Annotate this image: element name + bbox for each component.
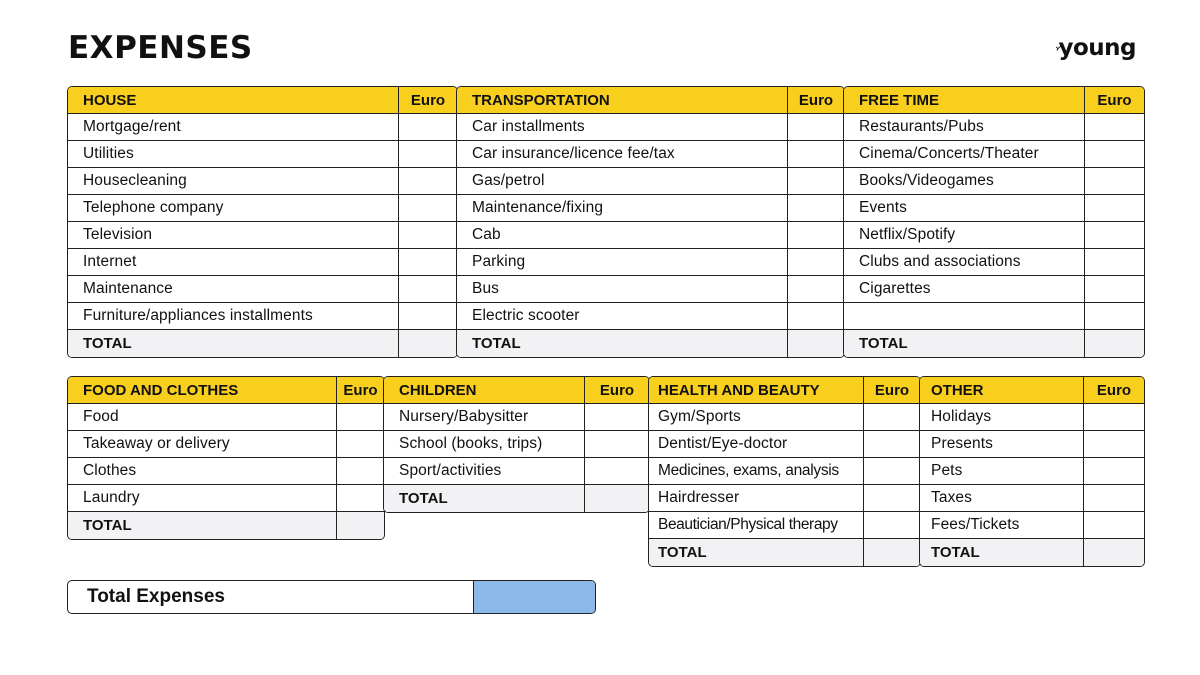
expense-label: Clubs and associations [844, 249, 1085, 276]
table-row [457, 114, 844, 141]
table-row [844, 168, 1144, 195]
transportation-header: TRANSPORTATION [457, 87, 788, 114]
total-label: TOTAL [844, 330, 1085, 357]
table-row [68, 276, 457, 303]
amount-cell[interactable] [399, 195, 457, 222]
amount-cell[interactable] [399, 303, 457, 330]
table-row [649, 431, 920, 458]
expense-label: Books/Videogames [844, 168, 1085, 195]
amount-cell[interactable] [337, 458, 384, 485]
table-row [844, 195, 1144, 222]
expense-label: Holidays [920, 404, 1084, 431]
expense-label: Internet [68, 249, 399, 276]
amount-cell[interactable] [585, 404, 649, 431]
total-row [68, 512, 384, 539]
amount-cell[interactable] [337, 431, 384, 458]
total-label: TOTAL [649, 539, 864, 566]
expense-label: Gym/Sports [649, 404, 864, 431]
total-label: TOTAL [384, 485, 585, 512]
amount-cell[interactable] [788, 114, 844, 141]
expense-label: Medicines, exams, analysis [649, 458, 864, 485]
table-row [68, 168, 457, 195]
total-amount-cell[interactable] [1084, 539, 1144, 566]
total-amount-cell[interactable] [788, 330, 844, 357]
expense-label: Food [68, 404, 337, 431]
amount-cell[interactable] [1084, 404, 1144, 431]
expense-label: Takeaway or delivery [68, 431, 337, 458]
table-row [384, 458, 649, 485]
expense-label: Laundry [68, 485, 337, 512]
total-label: TOTAL [457, 330, 788, 357]
amount-cell[interactable] [1085, 141, 1144, 168]
table-row [844, 276, 1144, 303]
expense-label: Fees/Tickets [920, 512, 1084, 539]
table-row [649, 485, 920, 512]
total-amount-cell[interactable] [864, 539, 920, 566]
amount-cell[interactable] [1085, 168, 1144, 195]
logo-text: young [1058, 34, 1136, 61]
expense-label: Electric scooter [457, 303, 788, 330]
other-header: OTHER [920, 377, 1084, 404]
table-row [457, 141, 844, 168]
expense-label: Nursery/Babysitter [384, 404, 585, 431]
table-row [844, 141, 1144, 168]
table-row [457, 276, 844, 303]
table-row [68, 431, 384, 458]
total-row [649, 539, 920, 566]
expense-label: Car insurance/licence fee/tax [457, 141, 788, 168]
health-beauty-header: HEALTH AND BEAUTY [649, 377, 864, 404]
table-row [920, 485, 1144, 512]
amount-cell[interactable] [864, 512, 920, 539]
expense-label: Events [844, 195, 1085, 222]
total-amount-cell[interactable] [337, 512, 384, 539]
free-time-euro-header: Euro [1085, 87, 1144, 114]
amount-cell[interactable] [399, 141, 457, 168]
amount-cell[interactable] [1085, 222, 1144, 249]
expense-label: Clothes [68, 458, 337, 485]
table-row [68, 222, 457, 249]
expense-label: Cinema/Concerts/Theater [844, 141, 1085, 168]
house-euro-header: Euro [399, 87, 457, 114]
amount-cell[interactable] [788, 195, 844, 222]
table-row [457, 168, 844, 195]
expense-label: Maintenance/fixing [457, 195, 788, 222]
transportation-euro-header: Euro [788, 87, 844, 114]
expense-label: Hairdresser [649, 485, 864, 512]
expense-label: Maintenance [68, 276, 399, 303]
food-clothes-euro-header: Euro [337, 377, 384, 404]
expense-label: School (books, trips) [384, 431, 585, 458]
amount-cell[interactable] [1085, 276, 1144, 303]
table-row [920, 404, 1144, 431]
brand-logo [1056, 32, 1136, 64]
table-row [68, 195, 457, 222]
amount-cell[interactable] [1085, 195, 1144, 222]
food-clothes-table [67, 376, 385, 540]
table-row [457, 195, 844, 222]
expense-label: Gas/petrol [457, 168, 788, 195]
amount-cell[interactable] [1085, 114, 1144, 141]
expense-label: Cab [457, 222, 788, 249]
amount-cell[interactable] [864, 404, 920, 431]
house-table [67, 86, 458, 358]
table-row [844, 114, 1144, 141]
total-expenses-value[interactable] [474, 581, 595, 613]
expense-label: Sport/activities [384, 458, 585, 485]
table-row [844, 303, 1144, 330]
amount-cell[interactable] [788, 222, 844, 249]
total-label: TOTAL [68, 330, 399, 357]
table-row [68, 114, 457, 141]
amount-cell[interactable] [864, 485, 920, 512]
table-row [68, 404, 384, 431]
expense-label: Furniture/appliances installments [68, 303, 399, 330]
expense-label: Telephone company [68, 195, 399, 222]
expense-label[interactable] [844, 303, 1085, 330]
table-row [68, 485, 384, 512]
other-table [919, 376, 1145, 567]
total-amount-cell[interactable] [1085, 330, 1144, 357]
health-beauty-table [648, 376, 921, 567]
table-row [68, 458, 384, 485]
table-row [68, 249, 457, 276]
table-row [457, 222, 844, 249]
free-time-table [843, 86, 1145, 358]
free-time-header: FREE TIME [844, 87, 1085, 114]
children-header: CHILDREN [384, 377, 585, 404]
expense-label: Presents [920, 431, 1084, 458]
expense-label: Television [68, 222, 399, 249]
total-row [844, 330, 1144, 357]
expense-label: Netflix/Spotify [844, 222, 1085, 249]
table-row [844, 249, 1144, 276]
amount-cell[interactable] [337, 404, 384, 431]
total-row [457, 330, 844, 357]
amount-cell[interactable] [1084, 485, 1144, 512]
total-amount-cell[interactable] [399, 330, 457, 357]
table-row [920, 512, 1144, 539]
total-label: TOTAL [68, 512, 337, 539]
table-row [384, 404, 649, 431]
total-expenses-label: Total Expenses [68, 581, 474, 613]
amount-cell[interactable] [1084, 458, 1144, 485]
amount-cell[interactable] [399, 249, 457, 276]
amount-cell[interactable] [788, 303, 844, 330]
total-amount-cell[interactable] [585, 485, 649, 512]
amount-cell[interactable] [337, 485, 384, 512]
table-row [457, 303, 844, 330]
expense-label: Pets [920, 458, 1084, 485]
total-row [920, 539, 1144, 566]
total-label: TOTAL [920, 539, 1084, 566]
amount-cell[interactable] [585, 431, 649, 458]
table-row [457, 249, 844, 276]
table-row [649, 458, 920, 485]
table-row [844, 222, 1144, 249]
expense-label: Mortgage/rent [68, 114, 399, 141]
children-table [383, 376, 650, 513]
table-row [68, 141, 457, 168]
amount-cell[interactable] [788, 249, 844, 276]
house-header: HOUSE [68, 87, 399, 114]
health-beauty-euro-header: Euro [864, 377, 920, 404]
table-row [649, 512, 920, 539]
table-row [920, 458, 1144, 485]
table-row [920, 431, 1144, 458]
expense-label: Bus [457, 276, 788, 303]
expense-label: Taxes [920, 485, 1084, 512]
amount-cell[interactable] [1085, 249, 1144, 276]
transportation-table [456, 86, 845, 358]
amount-cell[interactable] [788, 276, 844, 303]
amount-cell[interactable] [399, 222, 457, 249]
expense-label: Car installments [457, 114, 788, 141]
amount-cell[interactable] [1085, 303, 1144, 330]
expense-label: Utilities [68, 141, 399, 168]
amount-cell[interactable] [864, 431, 920, 458]
page-title: EXPENSES [68, 30, 253, 66]
amount-cell[interactable] [1084, 512, 1144, 539]
amount-cell[interactable] [788, 141, 844, 168]
amount-cell[interactable] [864, 458, 920, 485]
table-row [68, 303, 457, 330]
expense-label: Housecleaning [68, 168, 399, 195]
expense-label: Parking [457, 249, 788, 276]
amount-cell[interactable] [1084, 431, 1144, 458]
amount-cell[interactable] [788, 168, 844, 195]
expense-label: Cigarettes [844, 276, 1085, 303]
amount-cell[interactable] [399, 276, 457, 303]
expense-label: Beautician/Physical therapy [649, 512, 864, 539]
amount-cell[interactable] [585, 458, 649, 485]
total-expenses-box [67, 580, 596, 614]
table-row [649, 404, 920, 431]
expense-label: Restaurants/Pubs [844, 114, 1085, 141]
total-row [68, 330, 457, 357]
total-row [384, 485, 649, 512]
food-clothes-header: FOOD AND CLOTHES [68, 377, 337, 404]
amount-cell[interactable] [399, 168, 457, 195]
table-row [384, 431, 649, 458]
other-euro-header: Euro [1084, 377, 1144, 404]
amount-cell[interactable] [399, 114, 457, 141]
children-euro-header: Euro [585, 377, 649, 404]
expense-label: Dentist/Eye-doctor [649, 431, 864, 458]
